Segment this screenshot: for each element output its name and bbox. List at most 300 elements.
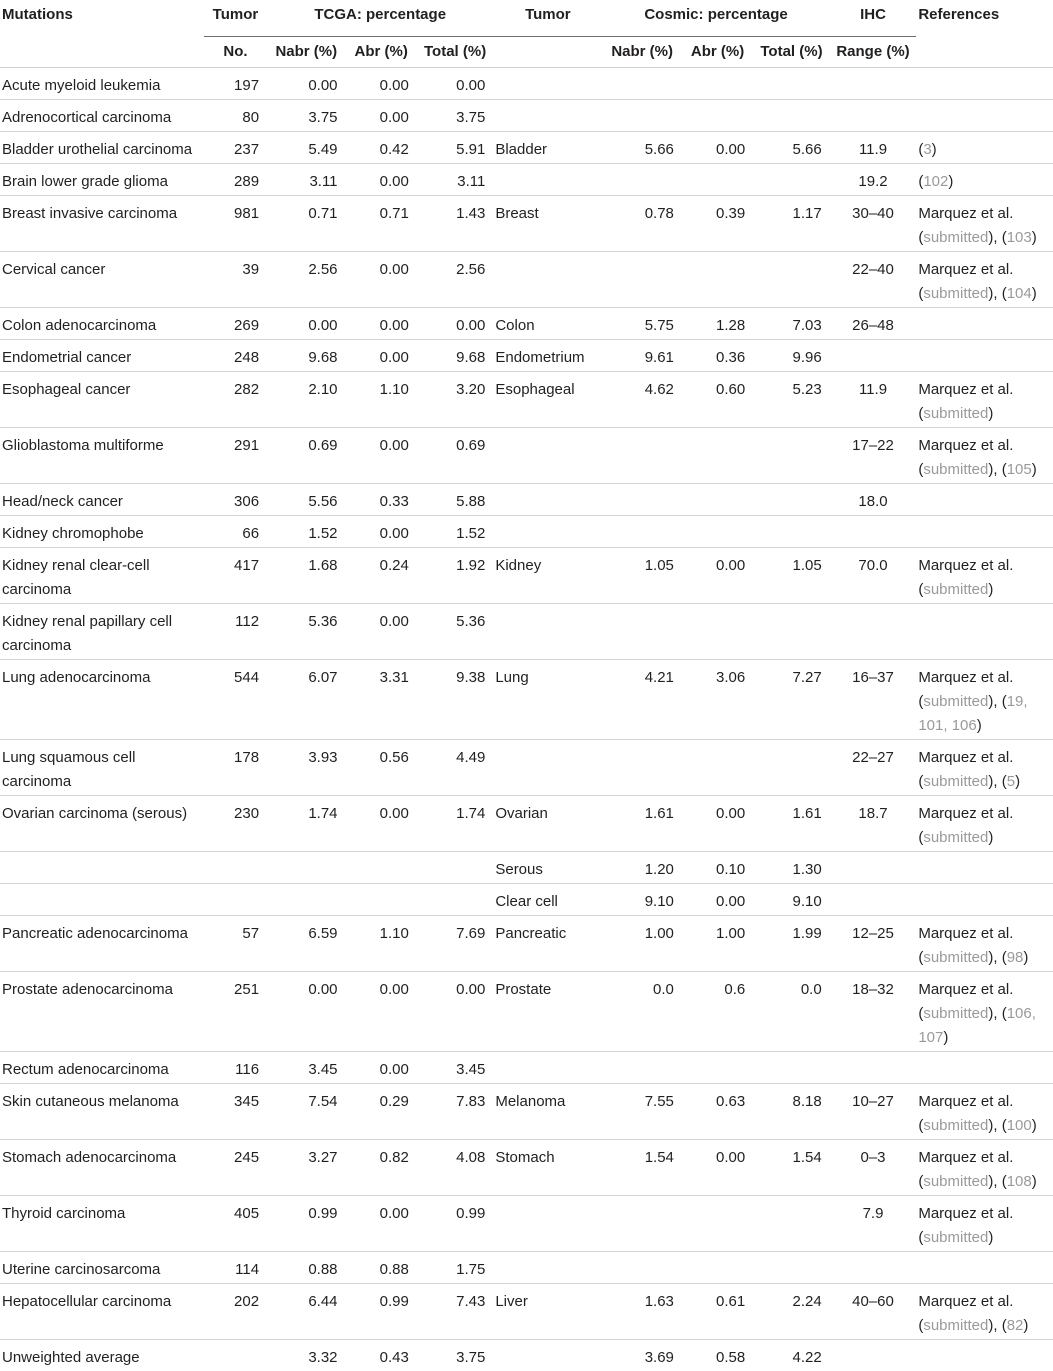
cell-mutation: Lung squamous cell carcinoma bbox=[0, 740, 204, 796]
cell-tcga-abr: 0.00 bbox=[346, 100, 417, 132]
cell-cosmic-tumor: Lung bbox=[493, 660, 602, 740]
reference-citation[interactable]: 105 bbox=[1007, 461, 1032, 478]
cell-cosmic-nabr: 1.00 bbox=[602, 916, 682, 972]
cell-cosmic-nabr: 4.21 bbox=[602, 660, 682, 740]
cell-mutation: Uterine carcinosarcoma bbox=[0, 1252, 204, 1284]
cell-tcga-total: 0.00 bbox=[417, 308, 493, 340]
cell-tcga-abr: 0.00 bbox=[346, 68, 417, 100]
cell-references bbox=[916, 1252, 1053, 1284]
cell-tcga-abr: 0.00 bbox=[346, 1196, 417, 1252]
cell-tcga-abr: 1.10 bbox=[346, 372, 417, 428]
cell-references: Marquez et al. (submitted), (106, 107) bbox=[916, 972, 1053, 1052]
cell-tcga-nabr: 6.59 bbox=[267, 916, 345, 972]
cell-cosmic-abr: 0.36 bbox=[682, 340, 753, 372]
cell-cosmic-nabr: 5.66 bbox=[602, 132, 682, 164]
cell-references: (3) bbox=[916, 132, 1053, 164]
header-ihc-range: Range (%) bbox=[830, 37, 917, 68]
header-references-blank bbox=[916, 37, 1053, 68]
cell-cosmic-nabr bbox=[602, 740, 682, 796]
table-row bbox=[0, 1196, 1053, 1252]
cell-cosmic-abr bbox=[682, 1252, 753, 1284]
table-row bbox=[0, 1084, 1053, 1140]
cell-tumor-no: 80 bbox=[204, 100, 267, 132]
reference-citation[interactable]: submitted bbox=[923, 1173, 988, 1190]
cell-cosmic-nabr bbox=[602, 252, 682, 308]
reference-citation[interactable]: submitted bbox=[923, 461, 988, 478]
cell-cosmic-tumor bbox=[493, 1252, 602, 1284]
table-body bbox=[0, 68, 1053, 1371]
cell-ihc-range: 22–40 bbox=[830, 252, 917, 308]
cell-tumor-no: 417 bbox=[204, 548, 267, 604]
cell-cosmic-abr: 0.6 bbox=[682, 972, 753, 1052]
cell-cosmic-tumor bbox=[493, 428, 602, 484]
cell-tumor-no: 245 bbox=[204, 1140, 267, 1196]
cell-mutation: Bladder urothelial carcinoma bbox=[0, 132, 204, 164]
cell-tcga-nabr: 3.32 bbox=[267, 1340, 345, 1371]
cell-cosmic-tumor bbox=[493, 1340, 602, 1371]
cell-mutation: Kidney chromophobe bbox=[0, 516, 204, 548]
table-row bbox=[0, 1140, 1053, 1196]
cell-ihc-range bbox=[830, 1252, 917, 1284]
cell-cosmic-abr: 0.61 bbox=[682, 1284, 753, 1340]
cell-tcga-abr: 0.99 bbox=[346, 1284, 417, 1340]
cell-tcga-nabr: 5.56 bbox=[267, 484, 345, 516]
reference-citation[interactable]: 104 bbox=[1007, 285, 1032, 302]
reference-citation[interactable]: 102 bbox=[923, 173, 948, 190]
cell-tcga-abr: 0.33 bbox=[346, 484, 417, 516]
cell-cosmic-abr: 0.00 bbox=[682, 884, 753, 916]
cell-cosmic-total: 4.22 bbox=[753, 1340, 829, 1371]
reference-citation[interactable]: submitted bbox=[923, 773, 988, 790]
cell-ihc-range: 11.9 bbox=[830, 132, 917, 164]
cell-mutation bbox=[0, 884, 204, 916]
cell-tcga-total: 1.52 bbox=[417, 516, 493, 548]
cell-cosmic-tumor: Liver bbox=[493, 1284, 602, 1340]
table-row bbox=[0, 164, 1053, 196]
cell-cosmic-total: 9.96 bbox=[753, 340, 829, 372]
cell-cosmic-tumor: Melanoma bbox=[493, 1084, 602, 1140]
cell-tcga-nabr: 0.69 bbox=[267, 428, 345, 484]
cell-references bbox=[916, 484, 1053, 516]
cell-ihc-range: 30–40 bbox=[830, 196, 917, 252]
cell-cosmic-total bbox=[753, 100, 829, 132]
table-row bbox=[0, 68, 1053, 100]
cell-tcga-abr: 3.31 bbox=[346, 660, 417, 740]
cell-ihc-range: 17–22 bbox=[830, 428, 917, 484]
table-row bbox=[0, 1252, 1053, 1284]
cell-tumor-no: 230 bbox=[204, 796, 267, 852]
cell-cosmic-total: 0.0 bbox=[753, 972, 829, 1052]
cell-cosmic-nabr: 1.61 bbox=[602, 796, 682, 852]
cell-cosmic-total bbox=[753, 516, 829, 548]
table-row bbox=[0, 100, 1053, 132]
header-references: References bbox=[916, 0, 1053, 37]
cell-mutation: Prostate adenocarcinoma bbox=[0, 972, 204, 1052]
cell-ihc-range: 11.9 bbox=[830, 372, 917, 428]
cell-tcga-abr: 0.00 bbox=[346, 604, 417, 660]
cell-references: Marquez et al. (submitted), (104) bbox=[916, 252, 1053, 308]
cell-tumor-no: 269 bbox=[204, 308, 267, 340]
cell-tcga-total: 1.74 bbox=[417, 796, 493, 852]
cell-ihc-range: 7.9 bbox=[830, 1196, 917, 1252]
cell-cosmic-total: 5.23 bbox=[753, 372, 829, 428]
cell-references: Marquez et al. (submitted) bbox=[916, 796, 1053, 852]
table-row bbox=[0, 660, 1053, 740]
cell-tcga-nabr: 6.07 bbox=[267, 660, 345, 740]
reference-citation[interactable]: 19, 101, 106 bbox=[918, 693, 1027, 734]
cell-cosmic-abr: 1.28 bbox=[682, 308, 753, 340]
cell-references: Marquez et al. (submitted), (100) bbox=[916, 1084, 1053, 1140]
reference-citation[interactable]: 3 bbox=[923, 141, 931, 158]
cell-cosmic-tumor bbox=[493, 740, 602, 796]
cell-tumor-no: 544 bbox=[204, 660, 267, 740]
cell-cosmic-total: 1.17 bbox=[753, 196, 829, 252]
cell-tcga-abr: 1.10 bbox=[346, 916, 417, 972]
table-row bbox=[0, 252, 1053, 308]
cell-tumor-no: 197 bbox=[204, 68, 267, 100]
cell-tcga-total: 1.75 bbox=[417, 1252, 493, 1284]
cell-tumor-no: 282 bbox=[204, 372, 267, 428]
cell-ihc-range bbox=[830, 516, 917, 548]
cell-cosmic-total: 2.24 bbox=[753, 1284, 829, 1340]
cell-tumor-no: 981 bbox=[204, 196, 267, 252]
cell-tcga-nabr: 3.93 bbox=[267, 740, 345, 796]
reference-citation[interactable]: submitted bbox=[923, 1317, 988, 1334]
cell-references bbox=[916, 340, 1053, 372]
cell-tcga-total: 5.36 bbox=[417, 604, 493, 660]
cell-mutation: Rectum adenocarcinoma bbox=[0, 1052, 204, 1084]
cell-cosmic-total bbox=[753, 1252, 829, 1284]
table-row bbox=[0, 852, 1053, 884]
cell-references bbox=[916, 516, 1053, 548]
reference-citation[interactable]: 103 bbox=[1007, 229, 1032, 246]
cell-references: Marquez et al. (submitted), (108) bbox=[916, 1140, 1053, 1196]
cell-tumor-no: 66 bbox=[204, 516, 267, 548]
cell-cosmic-abr: 0.00 bbox=[682, 132, 753, 164]
cell-mutation: Adrenocortical carcinoma bbox=[0, 100, 204, 132]
cell-tcga-total: 2.56 bbox=[417, 252, 493, 308]
cell-cosmic-nabr bbox=[602, 100, 682, 132]
cell-cosmic-total: 5.66 bbox=[753, 132, 829, 164]
table-row bbox=[0, 1052, 1053, 1084]
cell-cosmic-abr: 0.60 bbox=[682, 372, 753, 428]
cell-tumor-no: 39 bbox=[204, 252, 267, 308]
cell-tcga-abr: 0.88 bbox=[346, 1252, 417, 1284]
cell-tcga-abr bbox=[346, 884, 417, 916]
cell-tcga-abr: 0.24 bbox=[346, 548, 417, 604]
cell-cosmic-abr bbox=[682, 252, 753, 308]
table-row bbox=[0, 340, 1053, 372]
cell-tcga-nabr: 9.68 bbox=[267, 340, 345, 372]
cell-ihc-range: 0–3 bbox=[830, 1140, 917, 1196]
cell-cosmic-tumor bbox=[493, 516, 602, 548]
header-tcga-abr: Abr (%) bbox=[346, 37, 417, 68]
cell-cosmic-total bbox=[753, 252, 829, 308]
cell-tumor-no: 114 bbox=[204, 1252, 267, 1284]
table-row bbox=[0, 1284, 1053, 1340]
cell-references: Marquez et al. (submitted) bbox=[916, 1196, 1053, 1252]
table-row bbox=[0, 132, 1053, 164]
cell-tcga-abr: 0.00 bbox=[346, 972, 417, 1052]
cell-tcga-nabr bbox=[267, 884, 345, 916]
cell-cosmic-abr bbox=[682, 516, 753, 548]
cell-ihc-range bbox=[830, 340, 917, 372]
cell-references: (102) bbox=[916, 164, 1053, 196]
cell-tcga-total: 4.08 bbox=[417, 1140, 493, 1196]
cell-tcga-total: 5.91 bbox=[417, 132, 493, 164]
cell-tumor-no: 178 bbox=[204, 740, 267, 796]
cell-tcga-abr: 0.00 bbox=[346, 796, 417, 852]
cell-mutation: Head/neck cancer bbox=[0, 484, 204, 516]
cell-tcga-abr: 0.00 bbox=[346, 340, 417, 372]
cell-cosmic-abr: 0.58 bbox=[682, 1340, 753, 1371]
cell-cosmic-nabr bbox=[602, 604, 682, 660]
cell-mutation: Kidney renal papillary cell carcinoma bbox=[0, 604, 204, 660]
cell-tcga-nabr: 0.00 bbox=[267, 308, 345, 340]
cell-tcga-total: 0.69 bbox=[417, 428, 493, 484]
reference-citation[interactable]: submitted bbox=[923, 693, 988, 710]
cell-tcga-total: 0.00 bbox=[417, 972, 493, 1052]
cell-tcga-abr: 0.00 bbox=[346, 516, 417, 548]
cell-ihc-range: 19.2 bbox=[830, 164, 917, 196]
cell-mutation: Skin cutaneous melanoma bbox=[0, 1084, 204, 1140]
cell-cosmic-tumor bbox=[493, 164, 602, 196]
cell-tcga-total: 0.00 bbox=[417, 68, 493, 100]
cell-ihc-range: 18–32 bbox=[830, 972, 917, 1052]
header-cosmic-percentage: Cosmic: percentage bbox=[602, 0, 829, 37]
cell-tcga-nabr: 0.00 bbox=[267, 68, 345, 100]
cell-tumor-no: 405 bbox=[204, 1196, 267, 1252]
header-blank bbox=[0, 37, 204, 68]
cell-cosmic-nabr: 4.62 bbox=[602, 372, 682, 428]
cell-references: Marquez et al. (submitted), (98) bbox=[916, 916, 1053, 972]
cell-cosmic-nabr: 1.63 bbox=[602, 1284, 682, 1340]
table-row bbox=[0, 972, 1053, 1052]
cell-tumor-no bbox=[204, 852, 267, 884]
cell-references bbox=[916, 884, 1053, 916]
cell-tcga-nabr: 5.49 bbox=[267, 132, 345, 164]
cell-tcga-nabr: 1.52 bbox=[267, 516, 345, 548]
cell-ihc-range: 26–48 bbox=[830, 308, 917, 340]
cell-tumor-no: 112 bbox=[204, 604, 267, 660]
cell-cosmic-nabr: 1.05 bbox=[602, 548, 682, 604]
cell-ihc-range bbox=[830, 68, 917, 100]
cell-cosmic-nabr bbox=[602, 428, 682, 484]
cell-tcga-abr: 0.00 bbox=[346, 1052, 417, 1084]
cell-cosmic-nabr: 0.78 bbox=[602, 196, 682, 252]
table-row bbox=[0, 884, 1053, 916]
reference-citation[interactable]: submitted bbox=[923, 581, 988, 598]
cell-cosmic-total bbox=[753, 740, 829, 796]
cell-cosmic-abr bbox=[682, 604, 753, 660]
cell-tumor-no: 289 bbox=[204, 164, 267, 196]
reference-citation[interactable]: 98 bbox=[1007, 949, 1024, 966]
cell-mutation: Hepatocellular carcinoma bbox=[0, 1284, 204, 1340]
cell-cosmic-tumor: Breast bbox=[493, 196, 602, 252]
cell-references bbox=[916, 852, 1053, 884]
cell-ihc-range: 40–60 bbox=[830, 1284, 917, 1340]
cell-references: Marquez et al. (submitted) bbox=[916, 548, 1053, 604]
cell-cosmic-tumor: Ovarian bbox=[493, 796, 602, 852]
cell-references: Marquez et al. (submitted), (5) bbox=[916, 740, 1053, 796]
cell-tcga-total: 3.11 bbox=[417, 164, 493, 196]
cell-cosmic-abr: 0.63 bbox=[682, 1084, 753, 1140]
cell-cosmic-abr: 0.00 bbox=[682, 1140, 753, 1196]
cell-tcga-abr: 0.29 bbox=[346, 1084, 417, 1140]
cell-mutation: Pancreatic adenocarcinoma bbox=[0, 916, 204, 972]
reference-citation[interactable]: submitted bbox=[923, 285, 988, 302]
cell-references: Marquez et al. (submitted), (82) bbox=[916, 1284, 1053, 1340]
cell-cosmic-nabr: 1.20 bbox=[602, 852, 682, 884]
reference-citation[interactable]: submitted bbox=[923, 405, 988, 422]
cell-cosmic-total bbox=[753, 1052, 829, 1084]
cell-cosmic-tumor: Kidney bbox=[493, 548, 602, 604]
cell-tcga-nabr: 0.99 bbox=[267, 1196, 345, 1252]
table-row bbox=[0, 372, 1053, 428]
cell-cosmic-abr bbox=[682, 68, 753, 100]
cell-mutation: Glioblastoma multiforme bbox=[0, 428, 204, 484]
header-no: No. bbox=[204, 37, 267, 68]
cell-tumor-no: 116 bbox=[204, 1052, 267, 1084]
cell-cosmic-total bbox=[753, 164, 829, 196]
cell-cosmic-tumor bbox=[493, 252, 602, 308]
table-row bbox=[0, 916, 1053, 972]
cell-ihc-range bbox=[830, 1340, 917, 1371]
table-row bbox=[0, 484, 1053, 516]
table-header bbox=[0, 0, 1053, 68]
header-tcga-nabr: Nabr (%) bbox=[267, 37, 345, 68]
cell-cosmic-nabr bbox=[602, 68, 682, 100]
cell-cosmic-total bbox=[753, 604, 829, 660]
reference-citation[interactable]: submitted bbox=[923, 229, 988, 246]
cell-cosmic-tumor: Clear cell bbox=[493, 884, 602, 916]
header-tcga-total: Total (%) bbox=[417, 37, 493, 68]
cell-tcga-total: 7.69 bbox=[417, 916, 493, 972]
cell-references: Marquez et al. (submitted), (105) bbox=[916, 428, 1053, 484]
cell-cosmic-total: 1.30 bbox=[753, 852, 829, 884]
cell-cosmic-tumor: Pancreatic bbox=[493, 916, 602, 972]
header-tumor: Tumor bbox=[204, 0, 267, 37]
reference-citation[interactable]: submitted bbox=[923, 829, 988, 846]
cell-tcga-abr: 0.00 bbox=[346, 164, 417, 196]
cell-cosmic-nabr bbox=[602, 1252, 682, 1284]
cell-tcga-nabr: 2.10 bbox=[267, 372, 345, 428]
cell-tcga-nabr: 7.54 bbox=[267, 1084, 345, 1140]
cell-references bbox=[916, 100, 1053, 132]
reference-citation[interactable]: submitted bbox=[923, 1005, 988, 1022]
cell-cosmic-tumor bbox=[493, 604, 602, 660]
cell-tcga-total: 7.83 bbox=[417, 1084, 493, 1140]
cell-cosmic-total: 1.61 bbox=[753, 796, 829, 852]
cell-tumor-no: 251 bbox=[204, 972, 267, 1052]
cell-references bbox=[916, 1340, 1053, 1371]
cell-references: Marquez et al. (submitted), (19, 101, 106) bbox=[916, 660, 1053, 740]
cell-cosmic-tumor bbox=[493, 100, 602, 132]
cell-references bbox=[916, 308, 1053, 340]
reference-citation[interactable]: 5 bbox=[1007, 773, 1015, 790]
cell-mutation bbox=[0, 852, 204, 884]
cell-tcga-abr: 0.00 bbox=[346, 428, 417, 484]
header-tcga-percentage: TCGA: percentage bbox=[267, 0, 493, 37]
cell-cosmic-total: 7.27 bbox=[753, 660, 829, 740]
cell-tcga-abr bbox=[346, 852, 417, 884]
cell-ihc-range bbox=[830, 604, 917, 660]
cell-cosmic-abr: 0.00 bbox=[682, 796, 753, 852]
cell-cosmic-tumor bbox=[493, 1196, 602, 1252]
cell-ihc-range: 70.0 bbox=[830, 548, 917, 604]
cell-cosmic-total bbox=[753, 1196, 829, 1252]
cell-tcga-nabr: 3.75 bbox=[267, 100, 345, 132]
cell-tcga-total: 1.43 bbox=[417, 196, 493, 252]
cell-tcga-nabr: 0.00 bbox=[267, 972, 345, 1052]
cell-tcga-nabr: 3.45 bbox=[267, 1052, 345, 1084]
cell-cosmic-abr bbox=[682, 1196, 753, 1252]
table-row bbox=[0, 604, 1053, 660]
cell-tumor-no: 291 bbox=[204, 428, 267, 484]
table-row bbox=[0, 308, 1053, 340]
reference-citation[interactable]: submitted bbox=[923, 1229, 988, 1246]
cell-tcga-nabr bbox=[267, 852, 345, 884]
header-tumor-cosmic-rule bbox=[493, 37, 602, 68]
cell-ihc-range bbox=[830, 100, 917, 132]
cell-cosmic-abr bbox=[682, 740, 753, 796]
cell-tcga-abr: 0.82 bbox=[346, 1140, 417, 1196]
reference-citation[interactable]: 106, 107 bbox=[918, 1005, 1036, 1046]
cell-cosmic-tumor: Colon bbox=[493, 308, 602, 340]
cell-ihc-range: 18.7 bbox=[830, 796, 917, 852]
cell-ihc-range: 22–27 bbox=[830, 740, 917, 796]
cell-mutation: Brain lower grade glioma bbox=[0, 164, 204, 196]
cell-cosmic-total bbox=[753, 428, 829, 484]
cell-ihc-range: 12–25 bbox=[830, 916, 917, 972]
table-row bbox=[0, 548, 1053, 604]
cell-mutation: Cervical cancer bbox=[0, 252, 204, 308]
table-row bbox=[0, 740, 1053, 796]
cell-cosmic-abr bbox=[682, 1052, 753, 1084]
cell-ihc-range: 16–37 bbox=[830, 660, 917, 740]
cell-tcga-abr: 0.00 bbox=[346, 252, 417, 308]
header-mutations: Mutations bbox=[0, 0, 204, 37]
header-cosmic-nabr: Nabr (%) bbox=[602, 37, 682, 68]
cell-tcga-total: 3.20 bbox=[417, 372, 493, 428]
table-row bbox=[0, 428, 1053, 484]
cell-tcga-total bbox=[417, 852, 493, 884]
cell-tumor-no: 306 bbox=[204, 484, 267, 516]
cell-cosmic-tumor: Prostate bbox=[493, 972, 602, 1052]
reference-citation[interactable]: 108 bbox=[1007, 1173, 1032, 1190]
cell-tcga-nabr: 3.27 bbox=[267, 1140, 345, 1196]
cell-tcga-total: 3.45 bbox=[417, 1052, 493, 1084]
reference-citation[interactable]: submitted bbox=[923, 1117, 988, 1134]
cell-ihc-range bbox=[830, 852, 917, 884]
cell-tcga-total bbox=[417, 884, 493, 916]
header-cosmic-abr: Abr (%) bbox=[682, 37, 753, 68]
cell-cosmic-abr: 0.10 bbox=[682, 852, 753, 884]
cell-cosmic-total: 7.03 bbox=[753, 308, 829, 340]
cell-cosmic-nabr bbox=[602, 484, 682, 516]
cell-mutation: Acute myeloid leukemia bbox=[0, 68, 204, 100]
cell-cosmic-nabr: 9.10 bbox=[602, 884, 682, 916]
reference-citation[interactable]: 100 bbox=[1007, 1117, 1032, 1134]
cell-references bbox=[916, 68, 1053, 100]
cell-cosmic-nabr: 5.75 bbox=[602, 308, 682, 340]
cell-tcga-abr: 0.43 bbox=[346, 1340, 417, 1371]
cell-cosmic-tumor: Bladder bbox=[493, 132, 602, 164]
reference-citation[interactable]: 82 bbox=[1007, 1317, 1024, 1334]
cell-cosmic-nabr bbox=[602, 1196, 682, 1252]
reference-citation[interactable]: submitted bbox=[923, 949, 988, 966]
cell-cosmic-total: 1.99 bbox=[753, 916, 829, 972]
